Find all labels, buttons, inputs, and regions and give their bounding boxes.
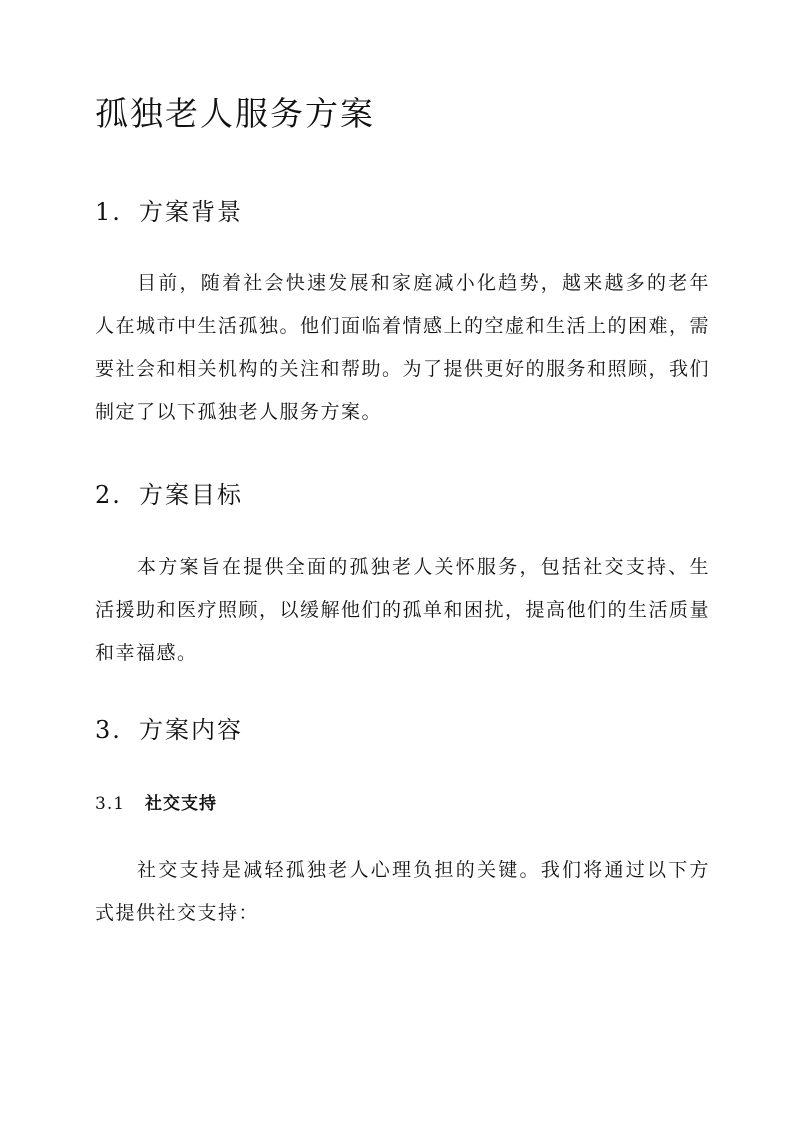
section-heading-content [95, 713, 243, 747]
section-number: 2. [95, 481, 122, 509]
section-title: 方案内容 [139, 716, 243, 744]
section-heading-background [95, 195, 243, 229]
section-heading-goals [95, 478, 243, 512]
document-title: 孤独老人服务方案 [95, 94, 375, 133]
subsection-number: 3.1 [95, 794, 126, 814]
section-paragraph-goals: 本方案旨在提供全面的孤独老人关怀服务，包括社交支持、生活援助和医疗照顾，以缓解他们的孤单和困扰，提高他们的生活质量和幸福感。 [95, 556, 711, 664]
section-number: 3. [95, 716, 122, 744]
subsection-title: 社交支持 [145, 794, 217, 814]
subsection-heading-social-support [95, 791, 217, 817]
section-title: 方案背景 [139, 198, 243, 226]
section-number: 1. [95, 198, 122, 226]
section-title: 方案目标 [139, 481, 243, 509]
section-paragraph-background: 目前，随着社会快速发展和家庭减小化趋势，越来越多的老年人在城市中生活孤独。他们面临着情感上的空虚和生活上的困难，需要社会和相关机构的关注和帮助。为了提供更好的服务和照顾，我们制定了以下孤独老人服务方案。 [95, 272, 711, 423]
subsection-paragraph-social-support: 社交支持是减轻孤独老人心理负担的关键。我们将通过以下方式提供社交支持： [95, 859, 710, 924]
